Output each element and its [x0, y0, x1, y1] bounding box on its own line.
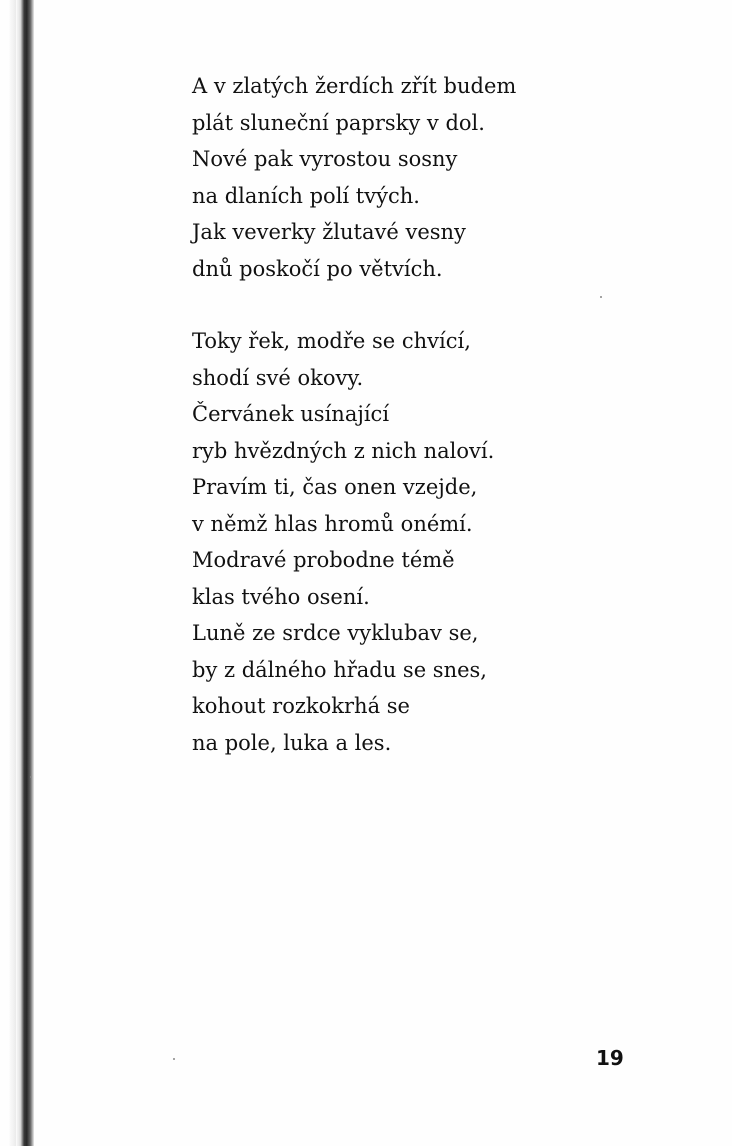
book-spine: [16, 0, 34, 1146]
stanza-2: [192, 323, 612, 761]
poem-line: dnů poskočí po větvích.: [192, 256, 443, 281]
page-number: 19: [596, 1046, 624, 1070]
print-speck: [173, 1058, 175, 1060]
poem-line: Jak veverky žlutavé vesny: [192, 220, 466, 244]
poem-line: A v zlatých žerdích zřít budem: [192, 74, 517, 98]
stanza-1: [192, 68, 612, 287]
poem-line: ryb hvězdných z nich naloví.: [192, 438, 495, 463]
poem-line: plát sluneční paprsky v dol.: [192, 110, 485, 135]
poem-line: na dlaních polí tvých.: [192, 183, 420, 208]
poem-line: by z dálného hřadu se snes,: [192, 657, 487, 682]
poem-line: Toky řek, modře se chvící,: [192, 329, 471, 353]
print-speck: [30, 776, 32, 778]
poem-line: Pravím ti, čas onen vzejde,: [192, 475, 478, 499]
poem-line: klas tvého osení.: [192, 584, 370, 609]
poem-line: na pole, luka a les.: [192, 730, 392, 755]
poem-line: shodí své okovy.: [192, 365, 364, 390]
poem-line: v němž hlas hromů onémí.: [192, 511, 473, 536]
poem-line: Nové pak vyrostou sosny: [192, 147, 458, 171]
poem-line: Luně ze srdce vyklubav se,: [192, 621, 479, 645]
poem-line: kohout rozkokrhá se: [192, 694, 410, 718]
poem-line: Modravé probodne témě: [192, 548, 455, 572]
poem-line: Červánek usínající: [192, 402, 390, 426]
poem-text: [192, 68, 612, 761]
